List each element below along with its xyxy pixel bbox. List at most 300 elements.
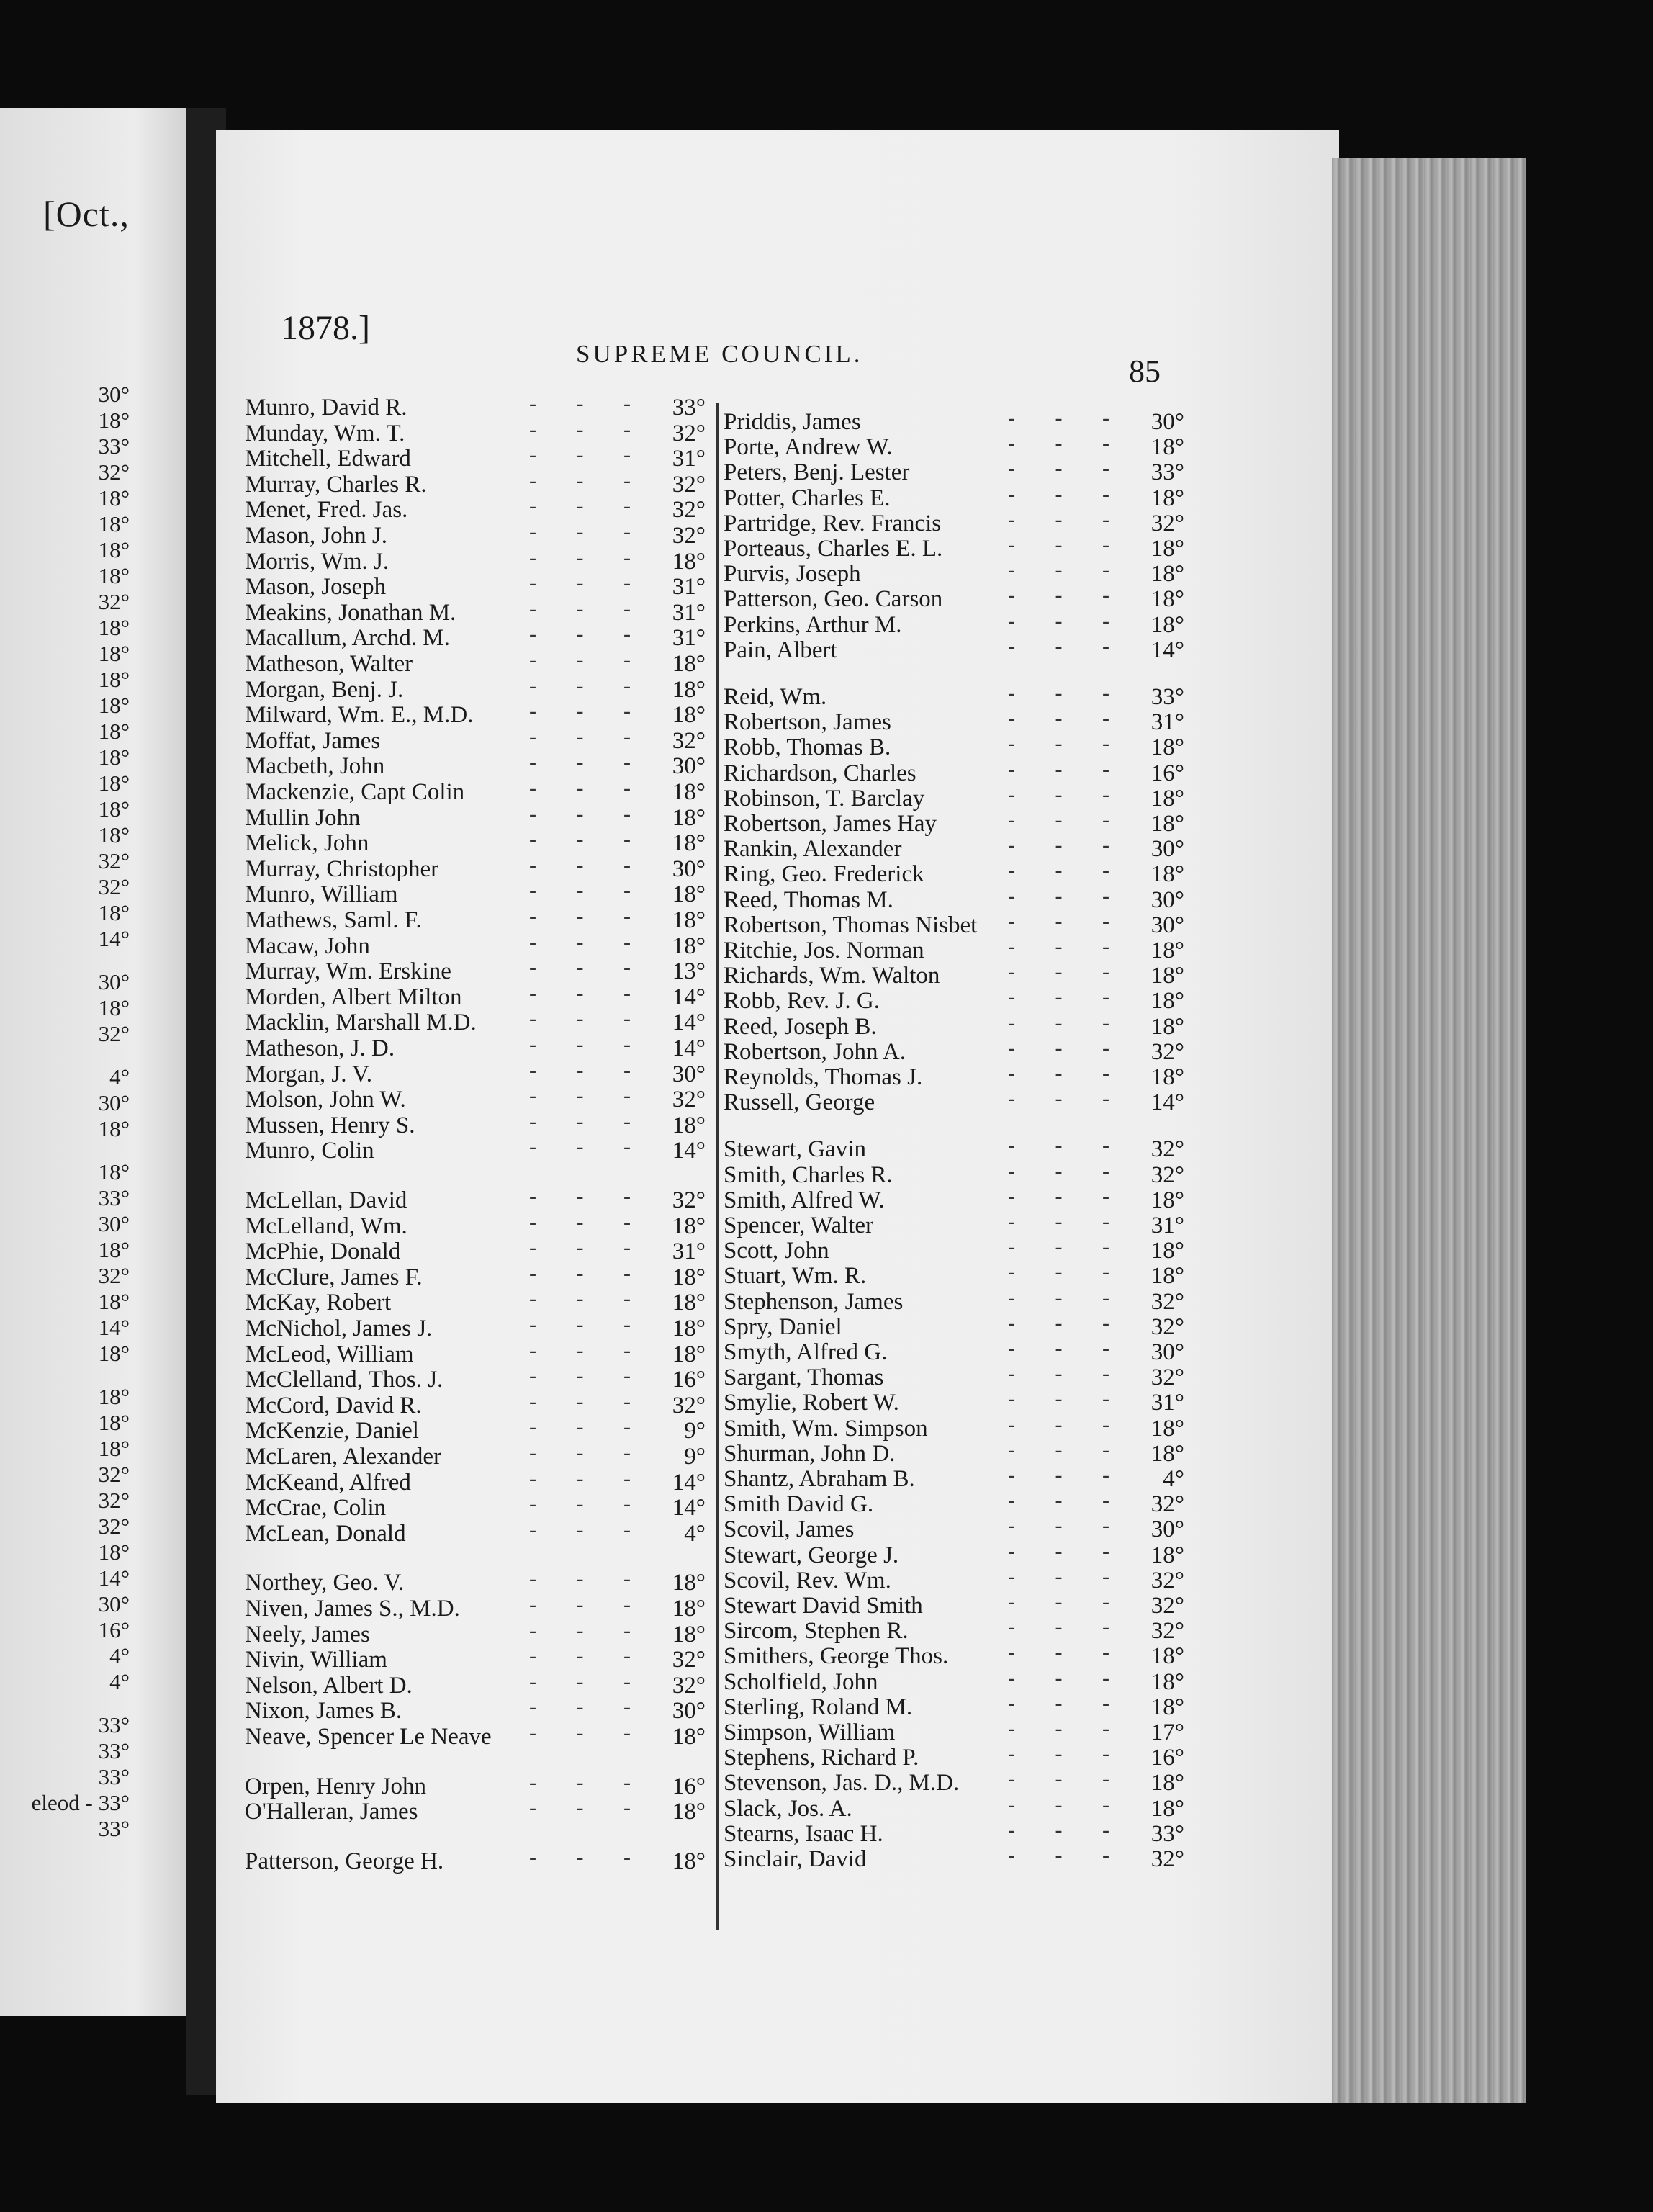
leader-dashes: - - - (1008, 1590, 1127, 1614)
member-name: Northey, Geo. V. (245, 1570, 405, 1596)
member-degree: 32° (672, 1087, 706, 1113)
leader-dashes: - - - (529, 1593, 648, 1617)
left-page-degree: 4° (109, 1643, 130, 1668)
member-name: McLean, Donald (245, 1520, 406, 1547)
member-degree: 18° (672, 1112, 706, 1138)
member-degree: 18° (1150, 785, 1184, 811)
leader-dashes: - - - (529, 520, 648, 544)
left-page-degree: 33° (98, 1816, 130, 1841)
member-degree: 14° (1150, 1089, 1184, 1116)
member-degree: 18° (1150, 1440, 1184, 1467)
member-name: Mackenzie, Capt Colin (245, 779, 465, 805)
leader-dashes: - - - (529, 1210, 648, 1234)
member-name: Robb, Thomas B. (724, 734, 891, 761)
member-degree: 32° (1150, 1364, 1184, 1391)
left-page-degree: 18° (98, 1436, 130, 1461)
left-page-degree: 18° (98, 1384, 130, 1409)
leader-dashes: - - - (529, 494, 648, 518)
member-degree: 18° (1150, 1415, 1184, 1442)
left-page-degree: 30° (98, 969, 130, 994)
left-page-degree: 30° (98, 1090, 130, 1115)
member-name: Morgan, Benj. J. (245, 676, 404, 703)
member-degree: 30° (672, 753, 706, 780)
leader-dashes: - - - (1008, 507, 1127, 531)
leader-dashes: - - - (1008, 1564, 1127, 1588)
member-name: Milward, Wm. E., M.D. (245, 702, 474, 729)
member-name: Sircom, Stephen R. (724, 1618, 909, 1645)
leader-dashes: - - - (529, 571, 648, 595)
leader-dashes: - - - (529, 1441, 648, 1465)
member-name: Mason, John J. (245, 523, 388, 549)
leader-dashes: - - - (1008, 608, 1127, 633)
member-degree: 16° (672, 1367, 706, 1393)
member-name: McCrae, Colin (245, 1495, 387, 1521)
left-page-degree: 18° (98, 995, 130, 1020)
member-degree: 18° (1150, 434, 1184, 461)
member-degree: 9° (684, 1444, 706, 1470)
member-name: Munday, Wm. T. (245, 420, 405, 446)
member-degree: 32° (1150, 1567, 1184, 1593)
left-page-degree: 32° (98, 848, 130, 873)
leader-dashes: - - - (1008, 1133, 1127, 1158)
member-name: Nixon, James B. (245, 1698, 402, 1725)
member-degree: 32° (1150, 510, 1184, 536)
page-edges (1332, 158, 1526, 2103)
leader-dashes: - - - (529, 1492, 648, 1516)
member-name: Shantz, Abraham B. (724, 1466, 915, 1492)
leader-dashes: - - - (1008, 1412, 1127, 1437)
member-degree: 14° (672, 984, 706, 1010)
member-name: Smith, Charles R. (724, 1161, 893, 1188)
member-degree: 32° (1150, 1313, 1184, 1340)
member-degree: 18° (1150, 1643, 1184, 1670)
member-name: McNichol, James J. (245, 1316, 433, 1341)
left-page-degree: 18° (98, 1410, 130, 1435)
leader-dashes: - - - (1008, 1061, 1127, 1085)
member-name: Sterling, Roland M. (724, 1694, 913, 1720)
member-degree: 17° (1150, 1719, 1184, 1745)
leader-dashes: - - - (1008, 1488, 1127, 1513)
member-name: Stephens, Richard P. (724, 1745, 919, 1771)
member-degree: 30° (1150, 409, 1184, 435)
leader-dashes: - - - (529, 1084, 648, 1108)
leader-dashes: - - - (529, 1058, 648, 1082)
leader-dashes: - - - (529, 878, 648, 903)
member-name: Stevenson, Jas. D., M.D. (724, 1770, 960, 1797)
member-entry (724, 634, 1184, 665)
member-name: McKenzie, Daniel (245, 1418, 419, 1444)
member-degree: 18° (1150, 861, 1184, 888)
member-degree: 18° (1150, 811, 1184, 837)
member-name: Scovil, James (724, 1516, 855, 1543)
member-degree: 18° (1150, 536, 1184, 562)
left-page-degree: 18° (98, 1289, 130, 1314)
member-degree: 32° (672, 1672, 706, 1699)
leader-dashes: - - - (529, 904, 648, 928)
member-degree: 33° (1150, 684, 1184, 710)
left-page-degree: 18° (98, 745, 130, 770)
leader-dashes: - - - (1008, 935, 1127, 958)
member-name: Munro, William (245, 881, 398, 908)
left-page-degree: 30° (98, 1591, 130, 1617)
leader-dashes: - - - (1008, 833, 1127, 858)
member-degree: 18° (672, 1848, 706, 1874)
member-name: McLeod, William (245, 1341, 414, 1367)
leader-dashes: - - - (1008, 960, 1127, 984)
member-name: Smylie, Robert W. (724, 1390, 899, 1416)
member-name: Mitchell, Edward (245, 446, 411, 472)
member-name: Reynolds, Thomas J. (724, 1064, 923, 1090)
leader-dashes: - - - (1008, 1615, 1127, 1640)
member-name: Priddis, James (724, 409, 861, 435)
member-name: Nelson, Albert D. (245, 1672, 413, 1699)
member-name: Nivin, William (245, 1647, 387, 1673)
leader-dashes: - - - (529, 827, 648, 852)
leader-dashes: - - - (529, 724, 648, 749)
member-degree: 14° (672, 1138, 706, 1164)
leader-dashes: - - - (1008, 1843, 1127, 1867)
member-name: Melick, John (245, 830, 369, 857)
member-degree: 32° (1150, 1136, 1184, 1163)
member-degree: 30° (672, 1061, 706, 1087)
member-degree: 18° (672, 932, 706, 959)
leader-dashes: - - - (1008, 431, 1127, 456)
member-degree: 18° (1150, 1694, 1184, 1720)
leader-dashes: - - - (529, 1261, 648, 1285)
leader-dashes: - - - (529, 1338, 648, 1362)
member-name: Macaw, John (245, 932, 370, 959)
member-degree: 31° (672, 1238, 706, 1265)
left-page-degree: 32° (98, 459, 130, 485)
member-name: Stuart, Wm. R. (724, 1263, 867, 1290)
member-degree: 18° (672, 1570, 706, 1596)
leader-dashes: - - - (1008, 1387, 1127, 1411)
left-page-degree: 30° (98, 1211, 130, 1236)
member-entry (245, 1845, 706, 1876)
leader-dashes: - - - (529, 648, 648, 672)
member-name: Robertson, Thomas Nisbet (724, 912, 978, 938)
leader-dashes: - - - (1008, 1792, 1127, 1817)
member-degree: 32° (1150, 1618, 1184, 1645)
left-page-degree: 32° (98, 589, 130, 614)
member-degree: 30° (1150, 912, 1184, 938)
leader-dashes: - - - (1008, 808, 1127, 832)
member-degree: 18° (672, 702, 706, 729)
left-page-degree: 14° (98, 926, 130, 951)
member-degree: 33° (672, 395, 706, 421)
leader-dashes: - - - (1008, 1184, 1127, 1208)
member-degree: 18° (1150, 1263, 1184, 1290)
leader-dashes: - - - (1008, 1260, 1127, 1285)
member-degree: 18° (1150, 1013, 1184, 1040)
member-name: Stephenson, James (724, 1288, 904, 1315)
member-name: Scholfield, John (724, 1668, 878, 1695)
member-degree: 31° (1150, 1213, 1184, 1238)
left-page-degree: 30° (98, 382, 130, 407)
member-degree: 30° (1150, 886, 1184, 913)
leader-dashes: - - - (529, 1796, 648, 1820)
member-degree: 18° (1150, 611, 1184, 638)
member-name: Meakins, Jonathan M. (245, 599, 456, 626)
leader-dashes: - - - (1008, 1437, 1127, 1462)
leader-dashes: - - - (1008, 1539, 1127, 1563)
member-name: Mussen, Henry S. (245, 1112, 415, 1138)
left-page-degree: 18° (98, 641, 130, 666)
leader-dashes: - - - (529, 1695, 648, 1719)
leader-dashes: - - - (529, 801, 648, 826)
leader-dashes: - - - (529, 1287, 648, 1311)
member-degree: 32° (1150, 1161, 1184, 1188)
member-degree: 18° (672, 830, 706, 857)
left-page-degree: 16° (98, 1617, 130, 1642)
member-degree: 18° (672, 548, 706, 575)
member-degree: 32° (672, 420, 706, 446)
left-page-degree: 18° (98, 1341, 130, 1366)
member-degree: 18° (1150, 938, 1184, 963)
member-name: Partridge, Rev. Francis (724, 510, 942, 536)
member-name: Munro, Colin (245, 1138, 374, 1164)
left-page-degree: 32° (98, 1021, 130, 1046)
member-name: Smyth, Alfred G. (724, 1339, 888, 1365)
member-degree: 31° (672, 446, 706, 472)
member-name: Reed, Joseph B. (724, 1013, 877, 1040)
member-name: Russell, George (724, 1089, 875, 1116)
member-name: Macklin, Marshall M.D. (245, 1010, 477, 1036)
member-degree: 30° (672, 1698, 706, 1725)
left-page-degree: 18° (98, 485, 130, 511)
leader-dashes: - - - (1008, 1767, 1127, 1791)
leader-dashes: - - - (529, 1618, 648, 1642)
member-degree: 18° (1150, 561, 1184, 588)
member-name: Morgan, J. V. (245, 1061, 372, 1087)
member-name: Mathews, Saml. F. (245, 907, 422, 933)
leader-dashes: - - - (1008, 1235, 1127, 1259)
member-degree: 9° (684, 1418, 706, 1444)
member-degree: 31° (672, 599, 706, 626)
leader-dashes: - - - (1008, 985, 1127, 1010)
member-name: Smith, Wm. Simpson (724, 1415, 928, 1442)
member-name: Scovil, Rev. Wm. (724, 1567, 891, 1593)
member-degree: 16° (672, 1773, 706, 1799)
member-name: Slack, Jos. A. (724, 1795, 852, 1822)
leader-dashes: - - - (529, 1845, 648, 1869)
leader-dashes: - - - (529, 776, 648, 800)
page-title: SUPREME COUNCIL. (576, 340, 863, 368)
left-page-degree: 33° (98, 1738, 130, 1763)
member-degree: 18° (1150, 963, 1184, 989)
leader-dashes: - - - (1008, 1691, 1127, 1715)
member-degree: 18° (1150, 1795, 1184, 1822)
member-name: Orpen, Henry John (245, 1773, 427, 1799)
left-page-degree: 18° (98, 693, 130, 718)
member-degree: 31° (1150, 709, 1184, 736)
member-degree: 30° (1150, 1339, 1184, 1365)
left-page-degree: 18° (98, 1159, 130, 1184)
member-name: Menet, Fred. Jas. (245, 497, 408, 523)
member-name: McCord, David R. (245, 1392, 422, 1419)
member-name: Scott, John (724, 1238, 829, 1264)
member-degree: 30° (672, 855, 706, 882)
left-page-degree: 18° (98, 1539, 130, 1565)
member-degree: 32° (1150, 1846, 1184, 1872)
left-page-degree: 18° (98, 511, 130, 536)
member-degree: 18° (1150, 1064, 1184, 1090)
leader-dashes: - - - (529, 1109, 648, 1133)
member-name: Patterson, Geo. Carson (724, 586, 943, 613)
leader-dashes: - - - (529, 750, 648, 775)
leader-dashes: - - - (529, 1466, 648, 1491)
left-page-degree: 32° (98, 1488, 130, 1513)
leader-dashes: - - - (1008, 1087, 1127, 1111)
leader-dashes: - - - (1008, 884, 1127, 908)
left-page-degree: 18° (98, 796, 130, 822)
member-name: McLellan, David (245, 1187, 407, 1213)
member-degree: 18° (672, 1341, 706, 1367)
leader-dashes: - - - (529, 392, 648, 415)
leader-dashes: - - - (529, 468, 648, 493)
leader-dashes: - - - (529, 1033, 648, 1056)
leader-dashes: - - - (1008, 1362, 1127, 1386)
member-name: Ring, Geo. Frederick (724, 861, 924, 888)
member-name: Rankin, Alexander (724, 836, 902, 863)
left-page-degree: 33° (98, 433, 130, 459)
leader-dashes: - - - (1008, 706, 1127, 731)
member-name: Matheson, Walter (245, 651, 413, 677)
member-name: Mason, Joseph (245, 574, 387, 601)
leader-dashes: - - - (1008, 1285, 1127, 1310)
member-name: Potter, Charles E. (724, 485, 891, 511)
member-degree: 18° (672, 1316, 706, 1341)
member-degree: 33° (1150, 1820, 1184, 1847)
leader-dashes: - - - (529, 1135, 648, 1159)
member-degree: 18° (672, 804, 706, 831)
member-name: Robertson, James (724, 709, 891, 736)
left-page-degree: 4° (109, 1669, 130, 1694)
leader-dashes: - - - (529, 956, 648, 980)
member-name: O'Halleran, James (245, 1799, 418, 1825)
member-degree: 32° (672, 727, 706, 754)
member-name: Stearns, Isaac H. (724, 1820, 883, 1847)
member-degree: 18° (672, 881, 706, 908)
member-name: Smithers, George Thos. (724, 1643, 949, 1670)
leader-dashes: - - - (529, 1770, 648, 1794)
leader-dashes: - - - (1008, 406, 1127, 430)
left-page-header: [Oct., (43, 194, 130, 234)
member-degree: 32° (672, 1392, 706, 1419)
member-degree: 33° (1150, 459, 1184, 486)
member-degree: 4° (684, 1520, 706, 1547)
member-degree: 14° (672, 1495, 706, 1521)
member-degree: 18° (1150, 1770, 1184, 1797)
member-degree: 14° (672, 1010, 706, 1036)
member-name: Niven, James S., M.D. (245, 1596, 460, 1622)
left-page-degree: 14° (98, 1315, 130, 1340)
member-degree: 32° (1150, 1288, 1184, 1315)
member-name: Richardson, Charles (724, 760, 916, 786)
member-name: Robertson, John A. (724, 1038, 906, 1065)
member-degree: 32° (672, 523, 706, 549)
member-name: McKay, Robert (245, 1290, 392, 1316)
member-degree: 31° (1150, 1390, 1184, 1416)
member-name: Patterson, George H. (245, 1848, 444, 1874)
member-degree: 32° (672, 471, 706, 498)
member-degree: 32° (672, 1647, 706, 1673)
member-name: McLaren, Alexander (245, 1444, 442, 1470)
leader-dashes: - - - (1008, 681, 1127, 705)
leader-dashes: - - - (529, 1184, 648, 1208)
member-name: Peters, Benj. Lester (724, 459, 910, 486)
leader-dashes: - - - (529, 443, 648, 467)
member-degree: 32° (672, 497, 706, 523)
leader-dashes: - - - (529, 622, 648, 647)
left-page-degree: 32° (98, 1263, 130, 1288)
leader-dashes: - - - (529, 673, 648, 698)
member-name: Murray, Wm. Erskine (245, 958, 451, 985)
member-name: Porteaus, Charles E. L. (724, 536, 943, 562)
left-page-degree: 18° (98, 900, 130, 925)
member-degree: 18° (1150, 1238, 1184, 1264)
member-name: Spry, Daniel (724, 1313, 842, 1340)
leader-dashes: - - - (529, 1567, 648, 1591)
leader-dashes: - - - (1008, 1717, 1127, 1740)
member-name: Robertson, James Hay (724, 811, 937, 837)
leader-dashes: - - - (1008, 782, 1127, 806)
member-entry (724, 1843, 1184, 1874)
leader-dashes: - - - (1008, 757, 1127, 781)
member-name: Macbeth, John (245, 753, 385, 780)
member-degree: 32° (672, 1187, 706, 1213)
leader-dashes: - - - (529, 1644, 648, 1668)
member-degree: 13° (672, 958, 706, 985)
leader-dashes: - - - (1008, 1336, 1127, 1360)
left-page-degree: 14° (98, 1565, 130, 1591)
leader-dashes: - - - (1008, 1159, 1127, 1183)
leader-dashes: - - - (1008, 1514, 1127, 1538)
member-name: Porte, Andrew W. (724, 434, 893, 461)
leader-dashes: - - - (529, 981, 648, 1005)
member-name: Reed, Thomas M. (724, 886, 893, 913)
page-year: 1878.] (281, 309, 370, 347)
leader-dashes: - - - (529, 1517, 648, 1542)
member-name: Richards, Wm. Walton (724, 963, 940, 989)
left-page-degree: 4° (109, 1064, 130, 1089)
leader-dashes: - - - (1008, 482, 1127, 506)
member-degree: 18° (1150, 586, 1184, 613)
member-degree: 31° (672, 574, 706, 601)
member-degree: 31° (672, 625, 706, 652)
left-page-degree: 18° (98, 615, 130, 640)
leader-dashes: - - - (1008, 533, 1127, 557)
leader-dashes: - - - (529, 1389, 648, 1413)
member-degree: 18° (1150, 1187, 1184, 1213)
left-facing-page (0, 108, 193, 2016)
leader-dashes: - - - (1008, 1310, 1127, 1335)
left-page-degree: 18° (98, 1116, 130, 1141)
member-name: McKeand, Alfred (245, 1469, 411, 1496)
member-name: Smith David G. (724, 1491, 874, 1518)
leader-dashes: - - - (529, 1007, 648, 1031)
member-name: Reid, Wm. (724, 684, 827, 710)
member-name: Smith, Alfred W. (724, 1187, 885, 1213)
member-degree: 16° (1150, 760, 1184, 786)
member-degree: 32° (1150, 1593, 1184, 1619)
member-degree: 18° (1150, 485, 1184, 511)
member-name: Perkins, Arthur M. (724, 611, 902, 638)
left-page-degree: 32° (98, 1462, 130, 1487)
leader-dashes: - - - (1008, 1640, 1127, 1665)
member-degree: 18° (1150, 734, 1184, 761)
left-page-degree: eleod - 33° (31, 1790, 130, 1815)
